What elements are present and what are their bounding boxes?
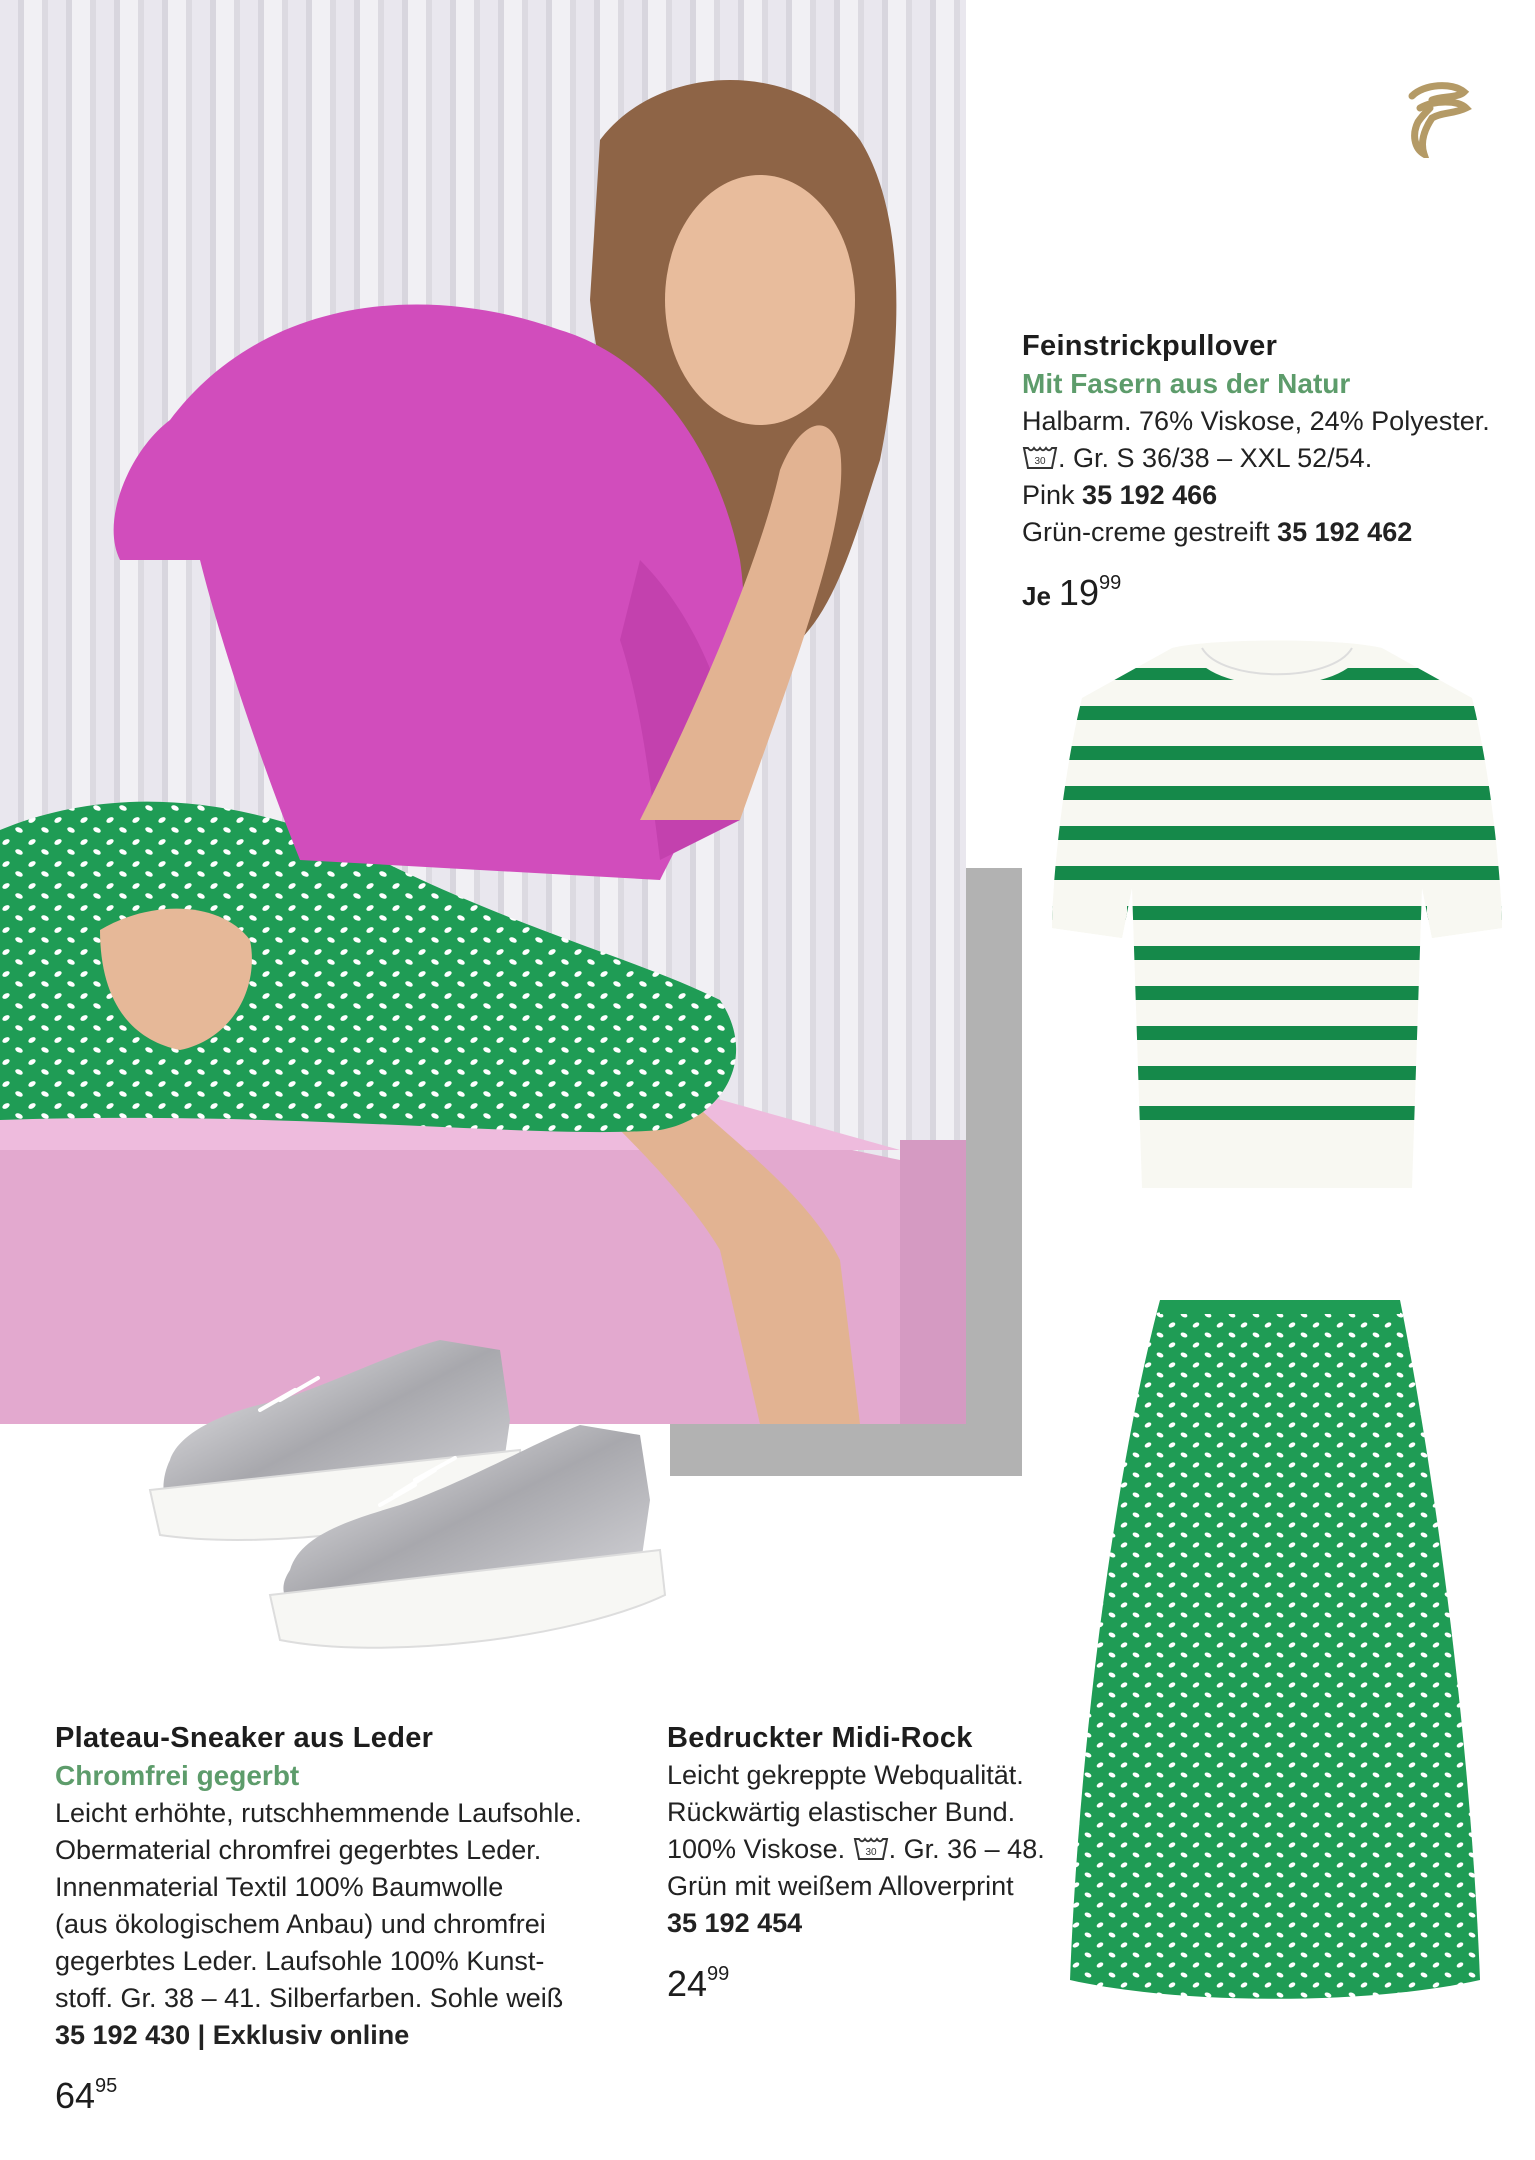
sweater-subtitle: Mit Fasern aus der Natur (1022, 368, 1351, 399)
sneaker-desc-line: (aus ökologischem Anbau) und chromfrei (55, 1909, 546, 1939)
striped-sweater-image (1052, 628, 1502, 1198)
sneaker-desc-line: Innenmaterial Textil 100% Baumwolle (55, 1872, 504, 1902)
sweater-info (1022, 327, 1522, 618)
sneaker-desc-line: Leicht erhöhte, rutschhemmende Laufsohle. (55, 1798, 582, 1828)
sweater-title: Feinstrickpullover (1022, 330, 1278, 362)
sneaker-title: Plateau-Sneaker aus Leder (55, 1722, 434, 1754)
sweater-size-range: . Gr. S 36/38 – XXL 52/54. (1058, 443, 1373, 473)
sweater-article-pink: 35 192 466 (1082, 480, 1218, 510)
skirt-size-line: 100% Viskose. 30 . Gr. 36 – 48. (667, 1834, 1045, 1864)
skirt-price: $24^{99}$ (667, 1963, 730, 2004)
wash-30-icon (853, 1835, 889, 1861)
sneaker-info (55, 1719, 645, 2118)
tchibo-logo-icon (1402, 78, 1472, 158)
sneaker-article: 35 192 430 | Exklusiv online (55, 2020, 410, 2050)
wash-30-icon (1022, 444, 1058, 470)
sweater-price: Je $19^{99}$ (1022, 572, 1122, 613)
skirt-title: Bedruckter Midi-Rock (667, 1722, 973, 1754)
sweater-variant-striped: Grün-creme gestreift 35 192 462 (1022, 517, 1413, 547)
skirt-info (667, 1719, 1067, 2006)
sweater-article-striped: 35 192 462 (1277, 517, 1413, 547)
sneaker-desc-line: gegerbtes Leder. Laufsohle 100% Kunst- (55, 1946, 545, 1976)
sneaker-desc-line: stoff. Gr. 38 – 41. Silberfarben. Sohle weiß (55, 1983, 564, 2013)
skirt-desc-line: Rückwärtig elastischer Bund. (667, 1797, 1016, 1827)
skirt-article: 35 192 454 (667, 1908, 803, 1938)
skirt-desc-line: Leicht gekreppte Webqualität. (667, 1760, 1024, 1790)
silver-platform-sneakers-image (140, 1320, 680, 1670)
sweater-size-line (1022, 440, 1522, 477)
skirt-color: Grün mit weißem Alloverprint (667, 1871, 1014, 1901)
svg-text:30: 30 (1034, 456, 1046, 467)
sweater-material: Halbarm. 76% Viskose, 24% Polyester. (1022, 406, 1490, 436)
sweater-variant-pink: Pink 35 192 466 (1022, 480, 1218, 510)
svg-text:30: 30 (865, 1847, 877, 1858)
sneaker-desc-line: Obermaterial chromfrei gegerbtes Leder. (55, 1835, 542, 1865)
sneaker-price: $64^{95}$ (55, 2075, 118, 2116)
hero-photo (0, 0, 966, 1424)
sneaker-subtitle: Chromfrei gegerbt (55, 1760, 300, 1791)
green-midi-skirt-image (1070, 1300, 1480, 2005)
